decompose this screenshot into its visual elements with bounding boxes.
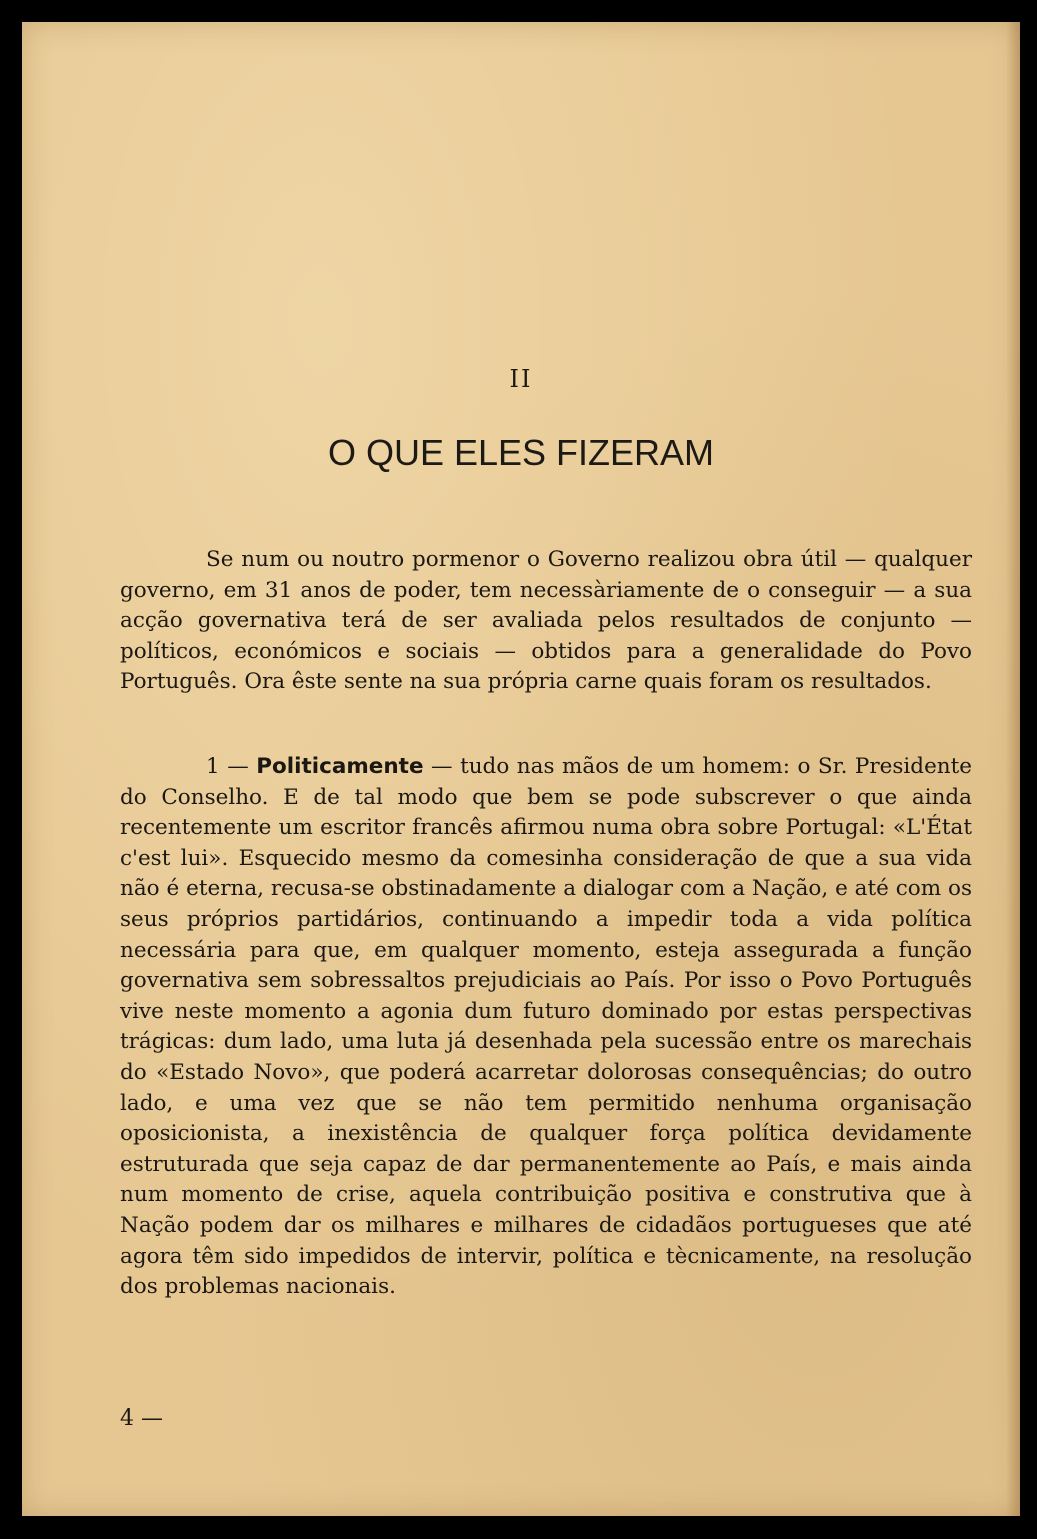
paragraph-politicamente — [120, 752, 972, 1303]
page-number: 4 — — [120, 1406, 163, 1431]
document-page — [22, 22, 1020, 1516]
chapter-title: O QUE ELES FIZERAM — [327, 432, 715, 473]
paragraph-intro: Se num ou noutro pormenor o Governo realizou obra útil — qualquer governo, em 31 anos de poder, tem necessàriamente de o conseguir — a sua acção governativa terá de ser avaliada pelos resultados de conjunto — políticos, económicos e sociais — obtidos para a generalidade do Povo Português. Ora êste sente na sua própria carne quais foram os resultados. — [120, 547, 972, 695]
paragraph-lead: 1 — — [206, 754, 257, 779]
paragraph-body: — tudo nas mãos de um homem: o Sr. Presidente do Conselho. E de tal modo que bem se pode subscrever o que ainda recentemente um escritor francês afirmou numa obra sobre Portugal: «L'État c'est lui». Esquecido mesmo da comesinha consideração de que a sua vida não é eterna, recusa-se obstinadamente a dialogar com a Nação, e até com os seus próprios partidários, continuando a impedir toda a vida política necessária para que, em qualquer momento, esteja assegurada a função governativa sem sobressaltos prejudiciais ao País. Por isso o Povo Português vive neste momento a agonia dum futuro dominado por estas perspectivas trágicas: dum lado, uma luta já desenhada pela sucessão entre os marechais do «Estado Novo», que poderá acarretar dolorosas consequências; do outro lado, e uma vez que se não tem permitido nenhuma organisação oposicionista, a inexistência de qualquer força política devidamente estruturada que seja capaz de dar permanentemente ao País, e mais ainda num momento de crise, aquela contribuição positiva e construtiva que à Nação podem dar os milhares e milhares de cidadãos portugueses que até agora têm sido impedidos de intervir, política e tècnicamente, na resolução dos problemas nacionais. — [120, 754, 972, 1300]
chapter-number: II — [509, 365, 533, 393]
paragraph-term-politicamente: Politicamente — [256, 754, 424, 779]
page-edge-shadow — [1006, 22, 1020, 1516]
